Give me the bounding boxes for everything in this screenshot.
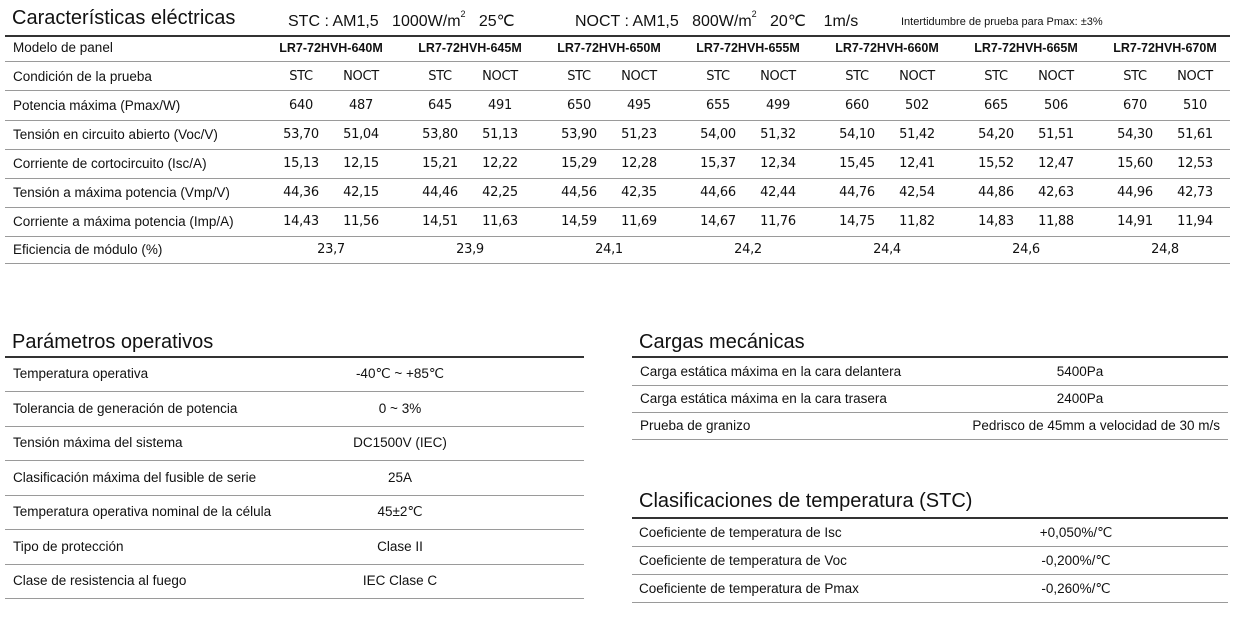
noct-label: NOCT : AM1,5 [575,13,679,30]
data-cell: 12,47 [1038,156,1074,171]
data-cell: 510 [1183,98,1207,113]
condition-cell: STC [428,69,452,84]
data-cell: 44,46 [422,185,458,200]
efficiency-cell: 24,2 [734,242,762,257]
header-rule [5,35,1230,37]
data-cell: 11,82 [899,214,935,229]
data-cell: 51,04 [343,127,379,142]
row-divider [632,574,1228,575]
data-cell: 15,37 [700,156,736,171]
row-divider [5,263,1230,264]
data-cell: 51,13 [482,127,518,142]
efficiency-cell: 23,9 [456,242,484,257]
data-cell: 14,91 [1117,214,1153,229]
parameter-label: Temperatura operativa nominal de la célula [13,504,272,519]
data-cell: 15,45 [839,156,875,171]
parameter-label: Tolerancia de generación de potencia [13,400,238,416]
noct-irradiance: 800W/m [692,13,752,30]
noct-wind: 1m/s [823,13,859,30]
data-cell: 491 [488,98,512,113]
data-cell: 11,69 [621,214,657,229]
data-cell: 42,25 [482,185,518,200]
load-label: Carga estática máxima en la cara delantera [640,364,902,379]
row-divider [5,149,1230,150]
parameter-value: 0 ~ 3% [378,400,422,416]
efficiency-row-label: Eficiencia de módulo (%) [13,242,163,257]
data-cell: 53,70 [283,127,319,142]
model-name: LR7-72HVH-670M [1113,41,1217,55]
parameter-value: IEC Clase C [362,573,438,588]
stc-label: STC : AM1,5 [288,13,379,30]
data-cell: 14,59 [561,214,597,229]
operating-title: Parámetros operativos [12,331,214,353]
data-cell: 51,23 [621,127,657,142]
row-divider [5,236,1230,237]
data-cell: 15,52 [978,156,1014,171]
model-name: LR7-72HVH-645M [418,41,522,55]
data-cell: 640 [289,98,313,113]
data-cell: 495 [627,98,651,113]
data-cell: 54,10 [839,127,875,142]
row-divider [632,412,1228,413]
data-cell: 54,00 [700,127,736,142]
mechanical-title: Cargas mecánicas [639,331,805,353]
data-cell: 15,13 [283,156,319,171]
coefficient-value: +0,050%/℃ [1039,525,1113,540]
data-cell: 44,36 [283,185,319,200]
parameter-value: Clase II [377,538,423,554]
data-cell: 53,90 [561,127,597,142]
data-cell: 53,80 [422,127,458,142]
efficiency-cell: 24,6 [1012,242,1040,257]
stc-temperature: 25℃ [478,13,515,30]
data-cell: 14,75 [839,214,875,229]
row-divider [5,391,584,392]
parameter-value: DC1500V (IEC) [353,435,447,450]
data-cell: 14,43 [283,214,319,229]
coefficient-label: Coeficiente de temperatura de Pmax [639,581,859,596]
data-cell: 54,30 [1117,127,1153,142]
data-cell: 502 [905,98,929,113]
data-row-label: Corriente de cortocircuito (Isc/A) [13,156,207,171]
data-cell: 12,15 [343,156,379,171]
condition-cell: NOCT [482,69,518,84]
data-cell: 487 [349,98,373,113]
data-cell: 655 [706,98,730,113]
data-cell: 54,20 [978,127,1014,142]
data-cell: 499 [766,98,790,113]
row-divider [5,426,584,427]
data-cell: 15,29 [561,156,597,171]
data-cell: 670 [1123,98,1147,113]
coefficient-value: -0,260%/℃ [1041,581,1111,596]
data-cell: 42,35 [621,185,657,200]
condition-cell: STC [289,69,313,84]
data-cell: 42,54 [899,185,935,200]
data-cell: 42,63 [1038,185,1074,200]
load-value: 5400Pa [1056,364,1104,379]
efficiency-cell: 24,8 [1151,242,1179,257]
row-divider [632,439,1228,440]
stc-squared: 2 [460,9,466,19]
row-divider [5,90,1230,91]
section-rule [632,517,1228,519]
parameter-value: 25A [387,469,413,485]
data-cell: 11,63 [482,214,518,229]
parameter-label: Clase de resistencia al fuego [13,573,187,588]
data-row-label: Potencia máxima (Pmax/W) [13,98,181,113]
data-cell: 12,41 [899,156,935,171]
data-cell: 15,60 [1117,156,1153,171]
data-cell: 44,86 [978,185,1014,200]
parameter-label: Temperatura operativa [13,366,149,381]
load-label: Prueba de granizo [640,418,751,433]
noct-conditions [575,11,858,31]
row-divider [632,602,1228,603]
condition-row-label: Condición de la prueba [13,69,152,84]
data-cell: 42,15 [343,185,379,200]
data-cell: 12,28 [621,156,657,171]
row-divider [5,207,1230,208]
row-divider [5,61,1230,62]
condition-cell: STC [567,69,591,84]
data-cell: 645 [428,98,452,113]
data-cell: 44,66 [700,185,736,200]
load-value: 2400Pa [1056,391,1104,406]
section-rule [5,356,584,358]
tolerance-note: Intertidumbre de prueba para Pmax: ±3% [901,16,1103,28]
data-cell: 650 [567,98,591,113]
data-cell: 12,22 [482,156,518,171]
coefficient-label: Coeficiente de temperatura de Voc [639,553,847,568]
model-row-label: Modelo de panel [13,40,113,55]
condition-cell: NOCT [1177,69,1213,84]
condition-cell: STC [984,69,1008,84]
data-cell: 42,73 [1177,185,1213,200]
data-cell: 51,32 [760,127,796,142]
load-value: Pedrisco de 45mm a velocidad de 30 m/s [972,418,1220,433]
condition-cell: STC [845,69,869,84]
data-cell: 51,42 [899,127,935,142]
parameter-value: 45±2℃ [377,504,423,519]
data-cell: 44,96 [1117,185,1153,200]
model-name: LR7-72HVH-640M [279,41,383,55]
condition-cell: NOCT [343,69,379,84]
row-divider [5,529,584,530]
temperature-title: Clasificaciones de temperatura (STC) [639,490,973,512]
data-cell: 14,67 [700,214,736,229]
noct-squared: 2 [751,9,757,19]
data-cell: 51,51 [1038,127,1074,142]
condition-cell: NOCT [1038,69,1074,84]
data-cell: 42,44 [760,185,796,200]
noct-temperature: 20℃ [770,13,806,30]
row-divider [5,120,1230,121]
data-row-label: Corriente a máxima potencia (Imp/A) [13,214,234,229]
model-name: LR7-72HVH-655M [696,41,800,55]
coefficient-label: Coeficiente de temperatura de Isc [639,525,842,540]
data-cell: 14,51 [422,214,458,229]
efficiency-cell: 24,4 [873,242,901,257]
data-cell: 665 [984,98,1008,113]
data-cell: 11,56 [343,214,379,229]
parameter-label: Clasificación máxima del fusible de serie [13,469,257,485]
row-divider [5,178,1230,179]
data-cell: 15,21 [422,156,458,171]
data-cell: 51,61 [1177,127,1213,142]
row-divider [5,495,584,496]
row-divider [5,564,584,565]
data-cell: 506 [1044,98,1068,113]
stc-conditions [288,11,515,31]
condition-cell: NOCT [760,69,796,84]
parameter-label: Tipo de protección [13,538,124,554]
parameter-value: -40℃ ~ +85℃ [355,366,445,381]
stc-irradiance: 1000W/m [392,13,461,30]
row-divider [632,546,1228,547]
data-cell: 11,94 [1177,214,1213,229]
data-cell: 11,88 [1038,214,1074,229]
condition-cell: NOCT [899,69,935,84]
data-cell: 14,83 [978,214,1014,229]
data-row-label: Tensión a máxima potencia (Vmp/V) [13,185,230,200]
data-cell: 44,56 [561,185,597,200]
data-cell: 12,34 [760,156,796,171]
model-name: LR7-72HVH-665M [974,41,1078,55]
data-cell: 12,53 [1177,156,1213,171]
data-row-label: Tensión en circuito abierto (Voc/V) [13,127,218,142]
condition-cell: STC [1123,69,1147,84]
data-cell: 11,76 [760,214,796,229]
efficiency-cell: 23,7 [317,242,345,257]
efficiency-cell: 24,1 [595,242,623,257]
electrical-title: Características eléctricas [12,7,236,29]
parameter-label: Tensión máxima del sistema [13,435,183,450]
model-name: LR7-72HVH-650M [557,41,661,55]
model-name: LR7-72HVH-660M [835,41,939,55]
condition-cell: STC [706,69,730,84]
row-divider [5,460,584,461]
row-divider [632,385,1228,386]
coefficient-value: -0,200%/℃ [1041,553,1111,568]
section-rule [632,356,1228,358]
row-divider [5,598,584,599]
load-label: Carga estática máxima en la cara trasera [640,391,887,406]
data-cell: 660 [845,98,869,113]
condition-cell: NOCT [621,69,657,84]
data-cell: 44,76 [839,185,875,200]
